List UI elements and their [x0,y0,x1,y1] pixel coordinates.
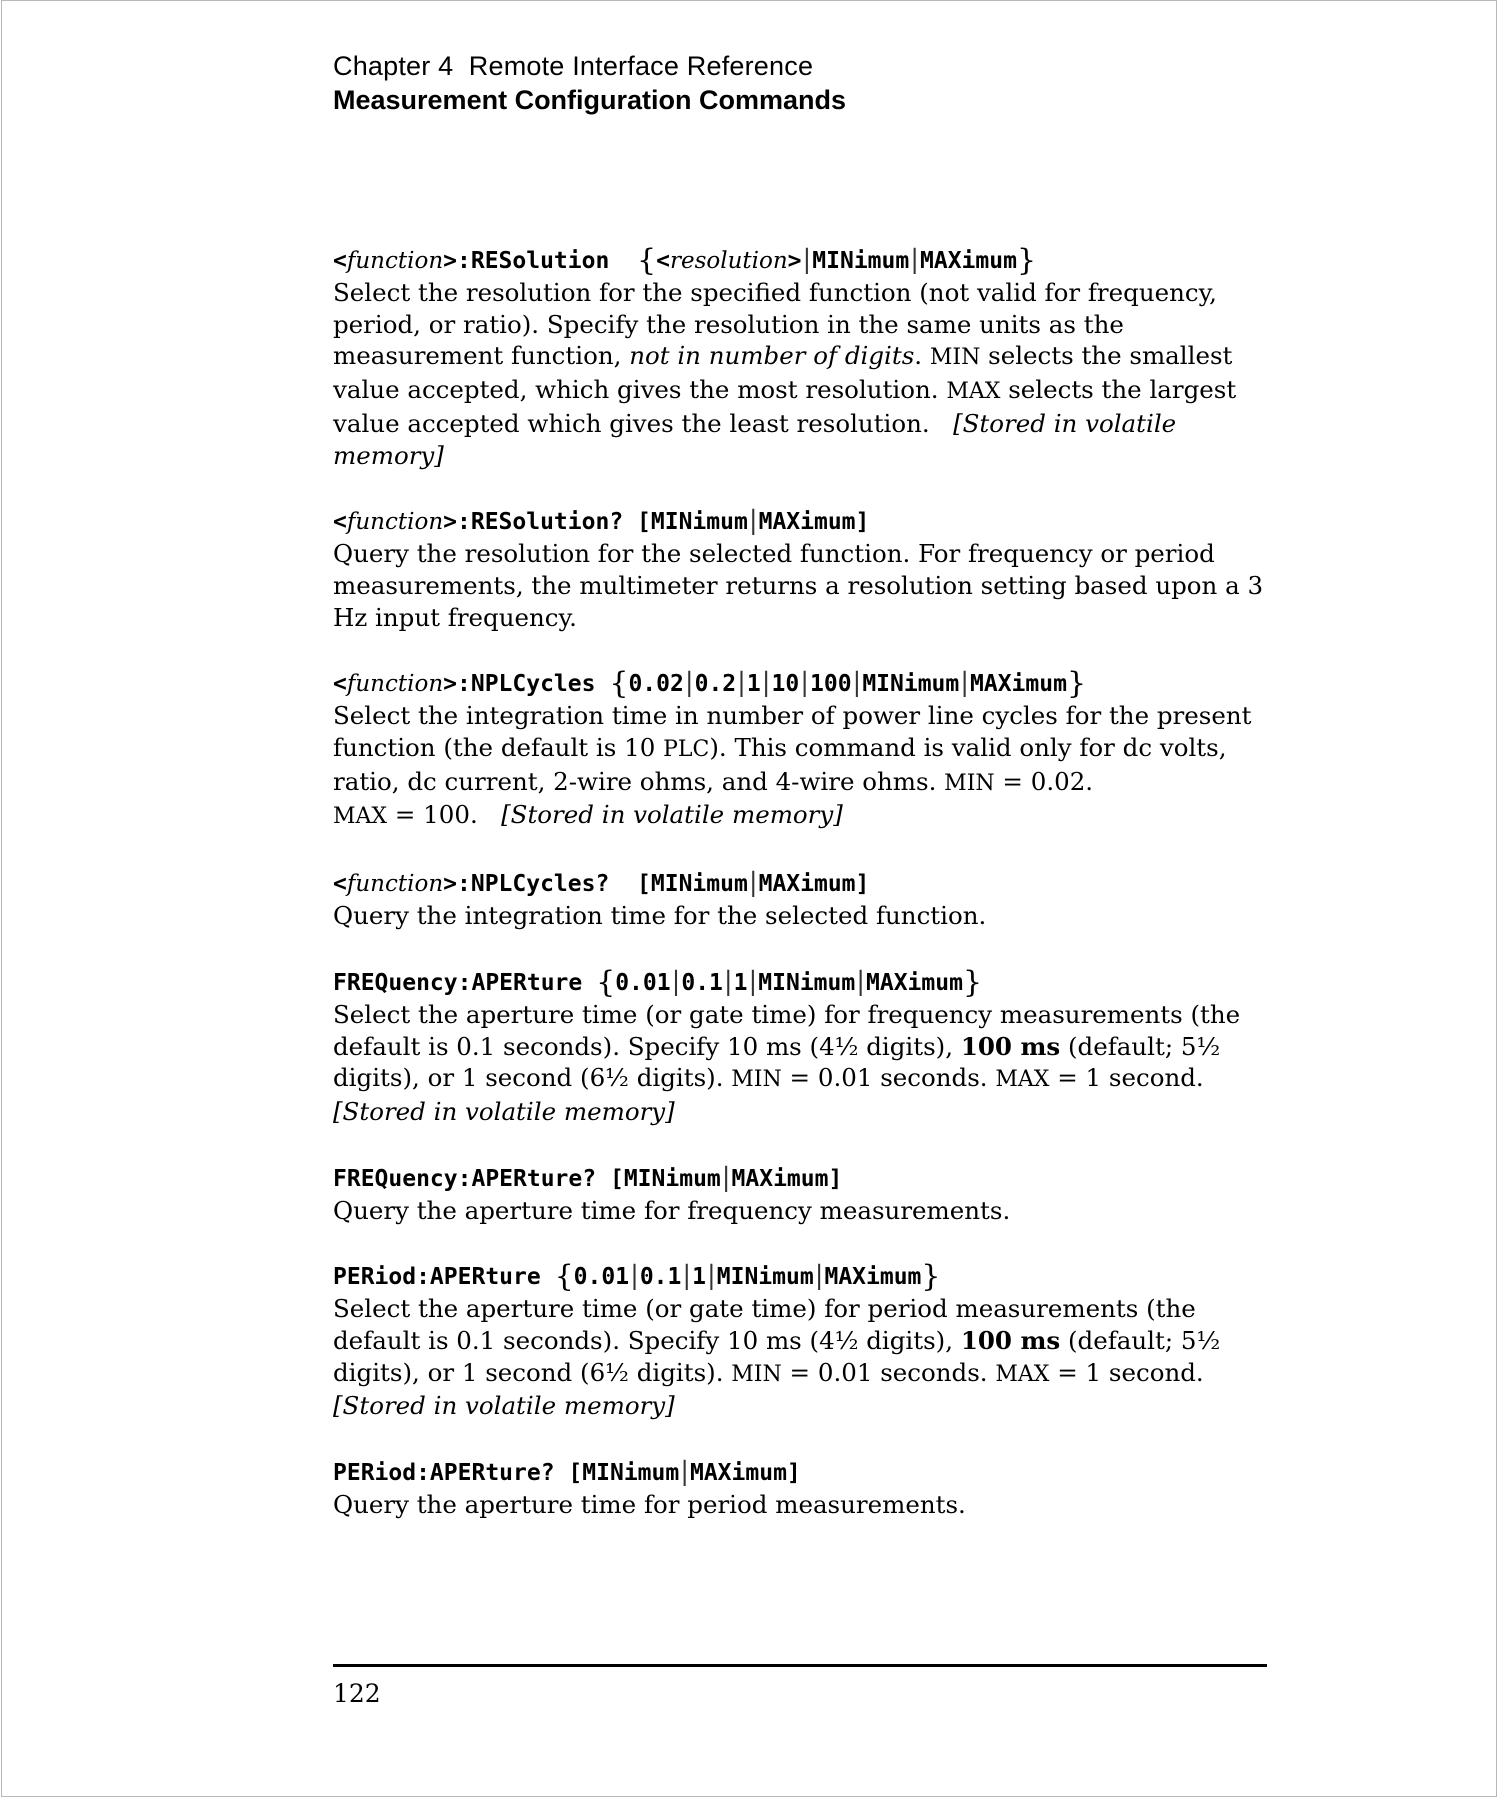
command-syntax: PERiod:APERture? [MINimum|MAXimum] [333,1457,801,1488]
stored-note: [Stored in volatile memory] [501,800,843,830]
command-keyword: :RESolution? [457,509,624,536]
min-abbr: MIN [944,770,995,796]
command-entry [333,667,1273,833]
default-value: 100 ms [960,1031,1061,1061]
open-bracket: [ [609,1165,624,1192]
command-syntax: <function>:RESolution? [MINimum|MAXimum] [333,506,870,537]
desc-text: ). This command is valid only for dc volts, ratio, dc current, 2-wire ohms, and 4-wire ohms. [333,733,1227,796]
command-description [333,1293,1273,1422]
command-description: Query the aperture time for frequency measurements. [333,1195,1011,1225]
min-abbr: MIN [929,345,981,371]
command-syntax: <function>:NPLCycles? [MINimum|MAXimum] [333,868,870,899]
command-entry [333,966,1273,1128]
chapter-heading [333,49,846,83]
close-bracket: ] [855,509,870,536]
max-abbr: MAX [995,1067,1050,1093]
max-abbr: MAX [946,379,1001,405]
command-syntax: PERiod:APERture {0.01|0.1|1|MINimum|MAXimum} [333,1259,941,1295]
min-abbr: MIN [731,1067,782,1093]
open-bracket: [ [637,871,651,898]
desc-text: (default; 5½ digits), or 1 second (6½ digits). [333,1326,1221,1387]
value-option: 1 [733,969,748,996]
open-bracket: [ [568,1460,583,1487]
plc-abbr: PLC [663,737,710,763]
open-brace: { [554,1259,574,1295]
close-bracket: ] [855,871,870,898]
resolution-placeholder: resolution [669,248,788,274]
max-abbr: MAX [333,804,388,830]
function-placeholder: function [346,871,444,898]
option-minimum: MINimum [758,969,856,996]
option-maximum: MAXimum [866,969,963,996]
max-abbr: MAX [995,1361,1050,1387]
option-maximum: MAXimum [758,871,856,898]
desc-text: selects the largest value accepted which gives the least resolution. [333,375,1237,438]
desc-text: = 0.02. [994,766,1094,796]
desc-text: Select the aperture time (or gate time) for period measurements (the default is 0.1 seconds). Specify 10 ms (4½ digits), [333,1294,1196,1356]
option-minimum: MINimum [716,1264,814,1291]
open-brace: { [609,666,629,702]
desc-text: Select the integration time in number of power line cycles for the present function (the default is 10 [333,701,1252,763]
command-keyword: FREQuency:APERture [333,969,583,996]
close-brace: } [1066,666,1087,702]
command-entry [333,867,1273,932]
desc-text: = 0.01 seconds. [781,1063,996,1093]
command-keyword: :RESolution [457,248,610,274]
chapter-title: Remote Interface Reference [468,51,814,81]
section-title: Measurement Configuration Commands [333,85,847,115]
option-minimum: MINimum [623,1165,721,1192]
value-option: 0.02 [628,671,684,698]
function-placeholder: function [346,671,444,698]
close-bracket: ] [828,1165,843,1192]
option-minimum: MINimum [650,509,748,536]
command-keyword: FREQuency:APERture? [333,1165,597,1192]
command-keyword: PERiod:APERture? [333,1460,555,1487]
command-syntax: <function>:NPLCycles {0.02|0.2|1|10|100|MINimum|MAXimum} [333,666,1087,702]
desc-text: = 1 second. [1049,1357,1204,1387]
command-syntax: <function>:RESolution {<resolution>|MINimum|MAXimum} [333,243,1037,278]
option-minimum: MINimum [650,871,748,898]
command-entry [333,1162,1273,1227]
value-option: 1 [746,671,761,698]
command-list [333,244,1273,1555]
command-entry [333,244,1273,471]
desc-text: (default; 5½ digits), or 1 second (6½ digits). [333,1031,1221,1093]
option-maximum: MAXimum [970,671,1067,698]
command-entry [333,1260,1273,1422]
close-brace: } [1016,243,1037,278]
option-minimum: MINimum [582,1460,680,1487]
open-brace: { [596,964,616,1000]
value-option: 0.1 [681,969,723,996]
value-option: 100 [810,671,852,698]
value-option: 1 [692,1264,706,1291]
command-description: Query the aperture time for period measurements. [333,1490,966,1520]
value-option: 0.01 [615,969,671,996]
command-description: Query the integration time for the selected function. [333,901,987,931]
default-value: 100 ms [960,1326,1061,1356]
command-syntax: FREQuency:APERture? [MINimum|MAXimum] [333,1162,843,1193]
command-syntax: FREQuency:APERture {0.01|0.1|1|MINimum|MAXimum} [333,964,983,1000]
stored-note: [Stored in volatile memory] [333,1096,675,1126]
page-number: 122 [333,1679,381,1708]
option-minimum: MINimum [862,671,960,698]
desc-text: Select the resolution for the specified function (not valid for frequency, period, or ratio). Specify the resolution in the same units as the measurement function, [333,278,1217,371]
desc-text: = 1 second. [1049,1063,1204,1093]
option-minimum: MINimum [812,248,910,274]
option-maximum: MAXimum [920,248,1017,274]
desc-text: Select the aperture time (or gate time) for frequency measurements (the default is 0.1 seconds). Specify 10 ms (4½ digits), [333,999,1241,1061]
command-description: Query the resolution for the selected function. For frequency or period measurements, the multimeter returns a resolution setting based upon a 3 Hz input frequency. [333,539,1264,632]
footer-rule [333,1664,1267,1667]
option-maximum: MAXimum [824,1264,922,1291]
command-description [333,999,1273,1128]
min-abbr: MIN [731,1361,782,1387]
stored-note: [Stored in volatile memory] [333,1391,675,1421]
open-bracket: [ [637,509,651,536]
close-brace: } [962,964,983,1000]
command-description [333,700,1273,833]
option-maximum: MAXimum [689,1460,787,1487]
desc-text: selects the smallest value accepted, which gives the most resolution. [333,341,1233,405]
option-maximum: MAXimum [758,509,856,536]
desc-emphasis: not in number of digits [629,341,915,371]
command-keyword: PERiod:APERture [333,1264,541,1291]
running-header [333,49,846,117]
value-option: 0.2 [694,671,737,698]
close-brace: } [921,1259,941,1295]
desc-text: . [914,341,930,371]
function-placeholder: function [346,248,444,274]
open-brace: { [637,243,657,278]
chapter-label: Chapter 4 [333,51,454,81]
function-placeholder: function [346,509,444,536]
command-description [333,277,1273,471]
desc-text: = 0.01 seconds. [781,1357,996,1387]
command-entry [333,505,1273,633]
value-option: 0.01 [573,1264,630,1291]
desc-text: = 100. [387,800,478,830]
command-keyword: :NPLCycles? [457,871,610,898]
close-bracket: ] [786,1460,801,1487]
value-option: 10 [771,671,800,698]
command-entry [333,1456,1273,1521]
stored-note: [Stored in volatile memory] [333,408,1177,470]
command-keyword: :NPLCycles [457,671,596,698]
value-option: 0.1 [639,1264,682,1291]
option-maximum: MAXimum [731,1165,829,1192]
